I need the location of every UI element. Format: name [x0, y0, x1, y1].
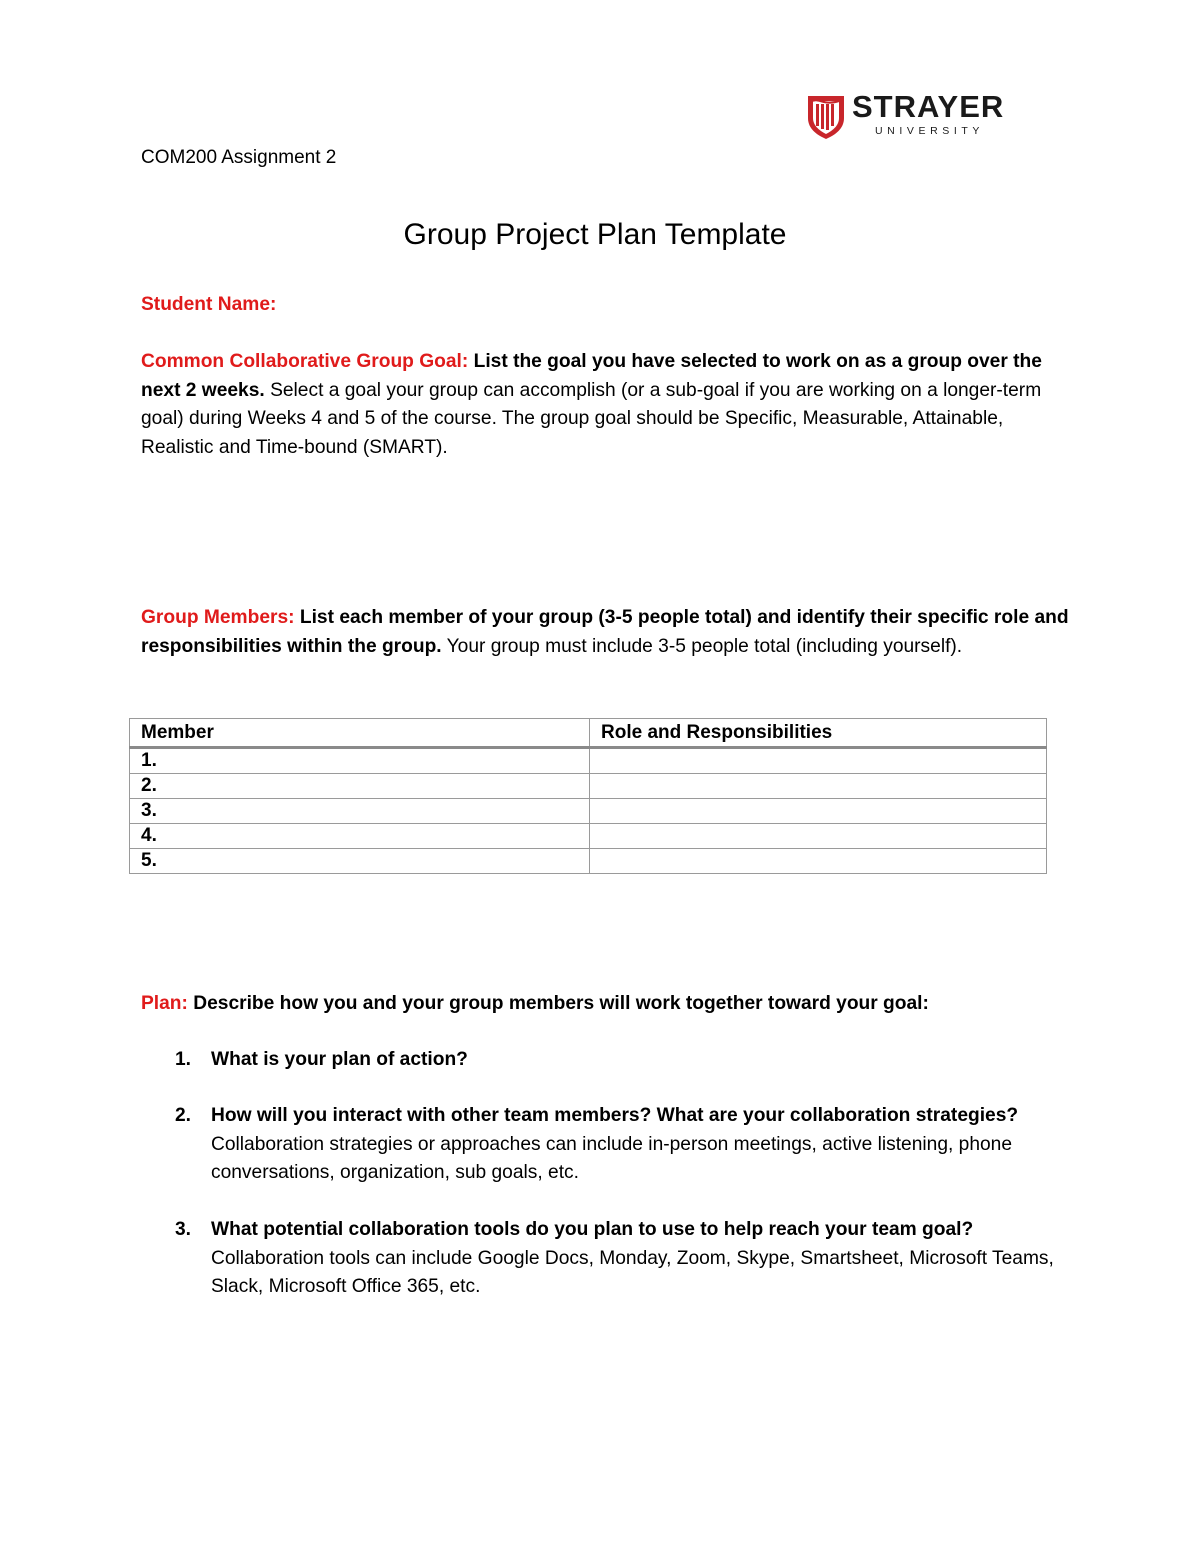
item-question: What is your plan of action?: [211, 1049, 468, 1070]
plan-instruction: Describe how you and your group members will work together toward your goal:: [193, 993, 929, 1014]
header-role: Role and Responsibilities: [590, 719, 1047, 748]
member-cell[interactable]: 2.: [130, 774, 590, 799]
plan-label: Plan:: [141, 993, 188, 1014]
logo-wordmark: STRAYER: [852, 89, 1005, 124]
goal-instruction: List the goal you have selected to work on as a group over the next 2 weeks.: [141, 351, 1042, 401]
role-cell[interactable]: [590, 824, 1047, 849]
members-section: [141, 604, 1071, 661]
item-text: [211, 1216, 1071, 1302]
table-row: [130, 748, 1047, 774]
member-cell[interactable]: 4.: [130, 824, 590, 849]
item-detail: Collaboration tools can include Google Docs, Monday, Zoom, Skype, Smartsheet, Microsoft Teams, Slack, Microsoft Office 365, etc.: [211, 1247, 1054, 1297]
table-row: [130, 799, 1047, 824]
role-cell[interactable]: [590, 799, 1047, 824]
goal-section: [141, 348, 1071, 462]
item-text: [211, 1046, 1071, 1075]
page-title: Group Project Plan Template: [403, 218, 787, 251]
item-question: How will you interact with other team members? What are your collaboration strategies?: [211, 1105, 1019, 1126]
table-row: [130, 774, 1047, 799]
shield-logo-icon: [805, 92, 847, 140]
item-question: What potential collaboration tools do you plan to use to help reach your team goal?: [211, 1219, 974, 1240]
table-row: [130, 824, 1047, 849]
members-table: [129, 718, 1047, 874]
role-cell[interactable]: [590, 774, 1047, 799]
goal-label: Common Collaborative Group Goal:: [141, 351, 469, 372]
member-cell[interactable]: 3.: [130, 799, 590, 824]
member-cell[interactable]: 1.: [130, 748, 590, 774]
student-name-section: [141, 291, 1071, 320]
student-name-label: Student Name:: [141, 294, 277, 315]
logo-subtitle: UNIVERSITY: [875, 125, 985, 137]
item-number: 1.: [175, 1049, 192, 1070]
member-cell[interactable]: 5.: [130, 849, 590, 874]
header-member: Member: [130, 719, 590, 748]
role-cell[interactable]: [590, 849, 1047, 874]
item-number: 2.: [175, 1105, 192, 1126]
item-text: [211, 1102, 1071, 1188]
item-number: 3.: [175, 1219, 192, 1240]
plan-section: [141, 990, 1071, 1019]
role-cell[interactable]: [590, 748, 1047, 774]
table-row: [130, 849, 1047, 874]
members-description: Your group must include 3-5 people total (including yourself).: [446, 635, 963, 657]
members-label: Group Members:: [141, 607, 295, 628]
item-detail: Collaboration strategies or approaches can include in-person meetings, active listening, phone conversations, organization, sub goals, etc.: [211, 1133, 1013, 1183]
table-header-row: [130, 719, 1047, 748]
goal-description: Select a goal your group can accomplish (or a sub-goal if you are working on a longer-term goal) during Weeks 4 and 5 of the course. The group goal should be Specific, Measurable, Attainable, Realistic and Time-bound (SMART).: [141, 379, 1042, 458]
course-assignment: COM200 Assignment 2: [141, 147, 337, 168]
members-instruction: List each member of your group (3-5 people total) and identify their specific role and responsibilities within the group.: [141, 607, 1069, 657]
strayer-logo: [805, 90, 1015, 142]
